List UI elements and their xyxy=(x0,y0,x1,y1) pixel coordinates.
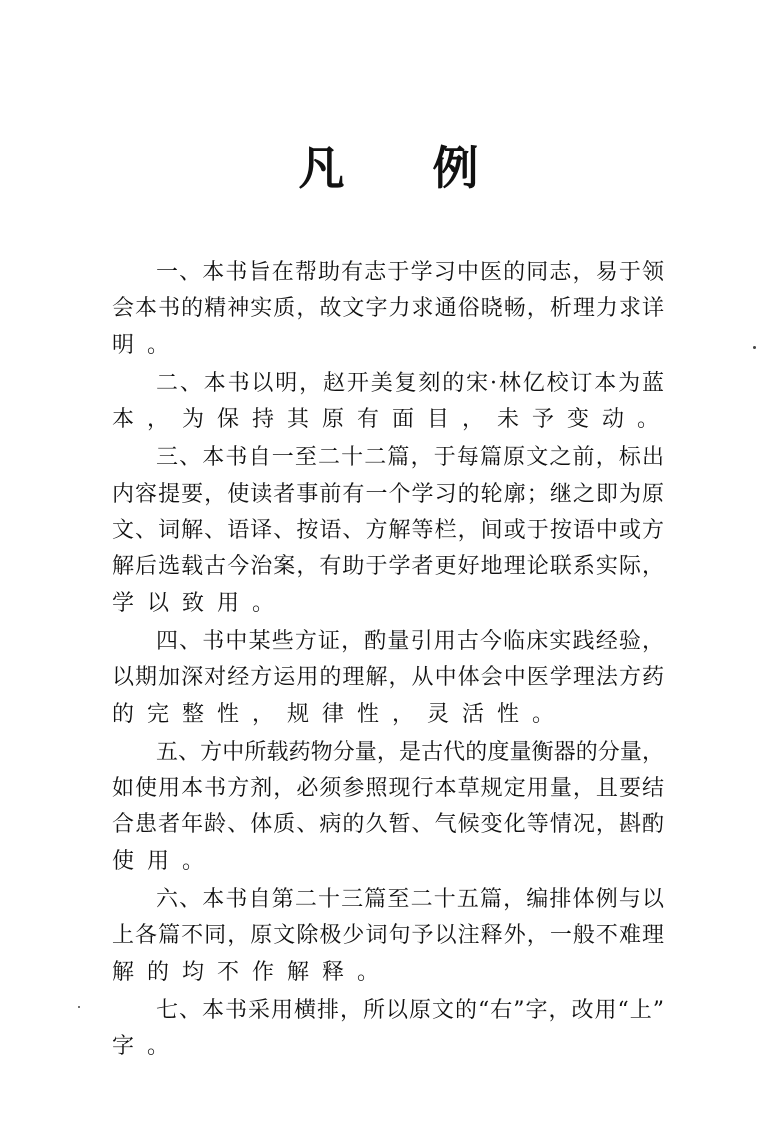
text-line: 解的均不作解释。 xyxy=(112,959,393,985)
text-line: 以期加深对经方运用的理解，从中体会中医学理法方药 xyxy=(112,665,664,691)
page-title xyxy=(0,132,777,198)
text-line: 一、本书旨在帮助有志于学习中医的同志，易于领 xyxy=(156,260,664,285)
text-line: 四、书中某些方证，酌量引用古今临床实践经验， xyxy=(156,628,664,654)
text-line: 字。 xyxy=(112,1034,183,1060)
text-line: 如使用本书方剂，必须参照现行本草规定用量，且要结 xyxy=(112,776,664,802)
text-line: 二、本书以明，赵开美复刻的宋·林亿校订本为蓝 xyxy=(156,370,664,396)
scan-speck xyxy=(753,346,756,349)
paragraph-2 xyxy=(112,366,673,439)
text-line: 明。 xyxy=(112,332,183,358)
title-char: 例 xyxy=(432,141,479,195)
text-line: 使用。 xyxy=(112,848,218,874)
title-char: 凡 xyxy=(298,141,345,195)
text-line: 学以致用。 xyxy=(112,590,288,616)
text-line: 文、词解、语译、按语、方解等栏，间或于按语中或方 xyxy=(112,518,664,544)
text-line: 七、本书采用横排，所以原文的“右”字，改用“上” xyxy=(156,997,664,1023)
paragraph-4 xyxy=(112,624,664,733)
text-line: 内容提要，使读者事前有一个学习的轮廓；继之即为原 xyxy=(112,481,664,507)
text-line: 五、方中所载药物分量，是古代的度量衡器的分量， xyxy=(156,739,664,765)
text-line: 本，为保持其原有面目，未予变动。 xyxy=(112,407,673,433)
paragraph-7 xyxy=(112,993,664,1066)
text-line: 上各篇不同，原文除极少词句予以注释外，一般不难理 xyxy=(112,923,664,949)
text-line: 解后选载古今治案，有助于学者更好地理论联系实际， xyxy=(112,554,664,580)
text-line: 六、本书自第二十三篇至二十五篇，编排体例与以 xyxy=(156,887,664,913)
scan-speck xyxy=(78,1006,80,1008)
text-line: 三、本书自一至二十二篇，于每篇原文之前，标出 xyxy=(156,445,664,471)
text-line: 会本书的精神实质，故文字力求通俗晓畅，析理力求详 xyxy=(112,296,664,322)
paragraph-6 xyxy=(112,882,664,991)
text-line: 合患者年龄、体质、病的久暂、气候变化等情况，斟酌 xyxy=(112,812,664,838)
text-line: 的完整性，规律性，灵活性。 xyxy=(112,701,568,727)
paragraph-3 xyxy=(112,440,664,621)
paragraph-5 xyxy=(112,735,664,880)
paragraph-1 xyxy=(112,255,664,364)
document-body xyxy=(112,255,673,1068)
